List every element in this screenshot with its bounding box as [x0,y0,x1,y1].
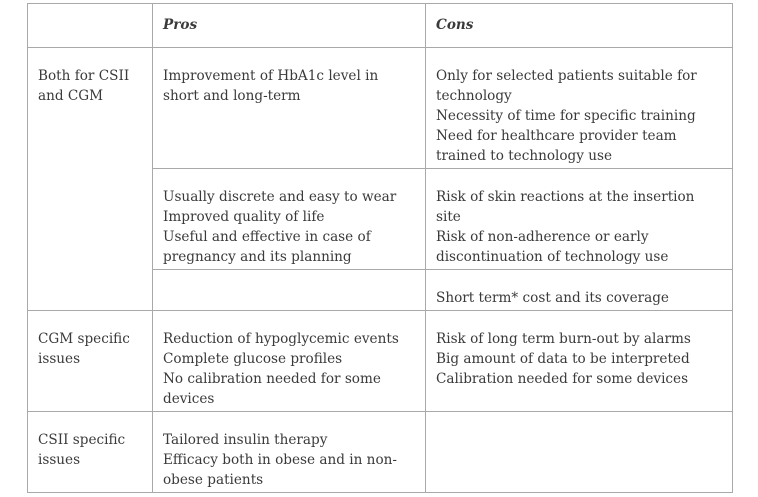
header-cons: Cons [426,4,733,48]
table-row [28,412,733,493]
pros-cell [153,412,426,493]
cons-item: Need for healthcare provider team trained to technology use [436,128,677,164]
cons-item: Big amount of data to be interpreted [436,351,690,367]
header-row [28,4,733,48]
cons-cell [426,169,733,270]
pros-item: Improvement of HbA1c level in short and long-term [163,68,379,104]
cons-cell [426,270,733,311]
pros-cons-table [27,3,733,493]
cons-cell-empty [426,412,733,493]
cons-item: Risk of non-adherence or early discontinuation of technology use [436,229,669,265]
pros-cell [153,169,426,270]
row-label-csii: CSII specific issues [28,412,153,493]
cons-item: Calibration needed for some devices [436,371,689,387]
pros-cell [153,48,426,169]
cons-item: Necessity of time for specific training [436,108,696,124]
pros-item: Reduction of hypoglycemic events [163,331,399,347]
pros-item: Complete glucose profiles [163,351,343,367]
pros-item: Usually discrete and easy to wear [163,189,397,205]
cons-cell [426,311,733,412]
pros-cell-empty [153,270,426,311]
pros-item: Tailored insulin therapy [163,432,328,448]
row-label-both: Both for CSII and CGM [28,48,153,311]
pros-item: Efficacy both in obese and in non-obese patients [163,452,397,488]
row-label-cgm: CGM specific issues [28,311,153,412]
pros-item: Improved quality of life [163,209,325,225]
header-pros: Pros [153,4,426,48]
cons-item: Risk of skin reactions at the insertion site [436,189,695,225]
table-row [28,48,733,169]
cons-item: Only for selected patients suitable for technology [436,68,697,104]
table-row [28,311,733,412]
pros-cell [153,311,426,412]
cons-item: Short term* cost and its coverage [436,290,669,306]
cons-cell [426,48,733,169]
header-empty-cell [28,4,153,48]
pros-item: Useful and effective in case of pregnancy and its planning [163,229,371,265]
cons-item: Risk of long term burn-out by alarms [436,331,691,347]
pros-item: No calibration needed for some devices [163,371,381,407]
